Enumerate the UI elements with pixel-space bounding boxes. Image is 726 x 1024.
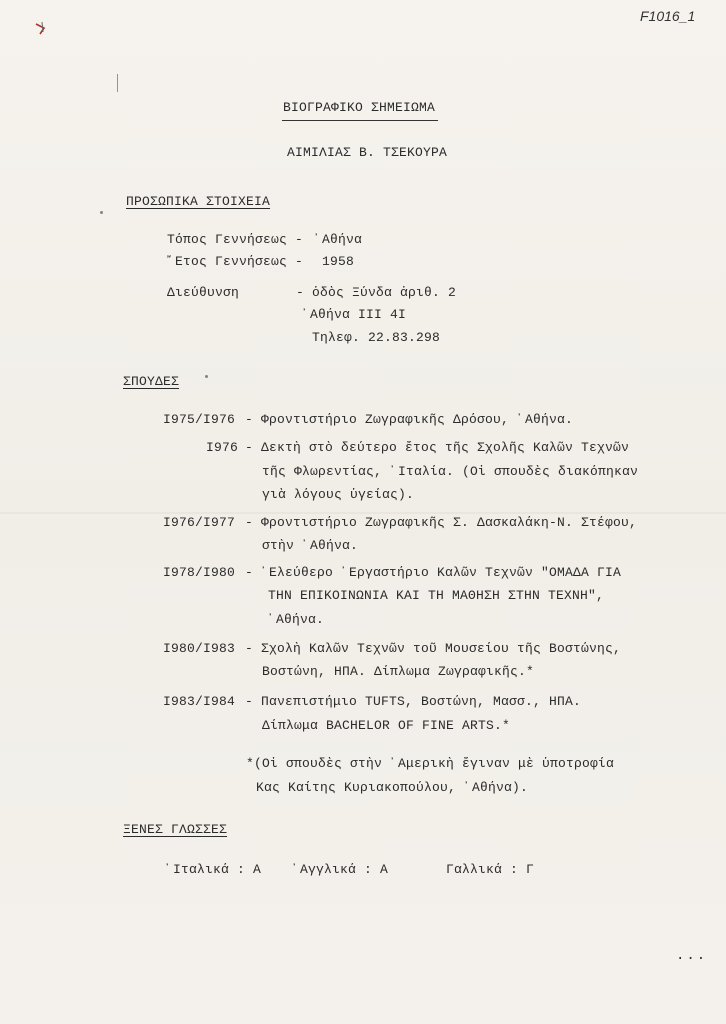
study-line: - ᾽Ελεύθερο ᾽Εργαστήριο Καλῶν Τεχνῶν "ΟΜΑΔΑ ΓΙΑ <box>245 565 622 580</box>
study-line: - Δεκτὴ στὸ δεύτερο ἔτος τῆς Σχολῆς Καλῶν Τεχνῶν <box>245 440 630 455</box>
birthplace-label: Τόπος Γεννήσεως - <box>167 232 304 247</box>
study-year: I978/I980 <box>163 565 236 580</box>
title-underline <box>282 120 438 121</box>
study-line: γιὰ λόγους ὑγείας). <box>262 487 415 502</box>
address-line: ᾽Αθήνα III 4I <box>302 307 407 322</box>
personal-heading: ΠΡΟΣΩΠΙΚΑ ΣΤΟΙΧΕΙΑ <box>126 194 271 209</box>
study-year: I983/I984 <box>163 694 236 709</box>
study-line: Δίπλωμα BACHELOR OF FINE ARTS.* <box>262 718 511 733</box>
study-year: I976/I977 <box>163 515 236 530</box>
address-line: - ὁδὸς Ξύνδα ἀριθ. 2 <box>296 285 457 300</box>
language-english: ᾽Αγγλικά : Α <box>292 862 389 877</box>
study-line: - Φροντιστήριο Ζωγραφικῆς Σ. Δασκαλάκη-Ν. Στέφου, <box>245 515 638 530</box>
study-line: ᾽Αθήνα. <box>268 612 325 627</box>
archive-number: F1016_1 <box>640 8 696 24</box>
person-name: ΑΙΜΙΛΙΑΣ Β. ΤΣΕΚΟΥΡΑ <box>287 145 448 160</box>
phone-line: Τηλεφ. 22.83.298 <box>312 330 441 345</box>
scholarship-footnote: Κας Καίτης Κυριακοπούλου, ᾽Αθήνα). <box>256 780 529 795</box>
study-line: - Φροντιστήριο Ζωγραφικῆς Δρόσου, ᾽Αθήνα. <box>245 412 574 427</box>
ink-speck <box>100 211 103 214</box>
language-french: Γαλλικά : Γ <box>446 862 535 877</box>
studies-heading: ΣΠΟΥΔΕΣ <box>123 374 180 389</box>
birthyear-value: 1958 <box>322 254 355 269</box>
page-mark: ... <box>676 948 708 964</box>
study-year: I980/I983 <box>163 641 236 656</box>
study-year: I975/I976 <box>163 412 236 427</box>
address-label: Διεύθυνση <box>167 285 240 300</box>
study-line: - Πανεπιστήμιο TUFTS, Βοστώνη, Μασσ., ΗΠΑ. <box>245 694 582 709</box>
study-line: ΤΗΝ ΕΠΙΚΟΙΝΩΝΙΑ ΚΑΙ ΤΗ ΜΑΘΗΣΗ ΣΤΗΝ ΤΕΧΝΗ", <box>268 588 605 603</box>
birthyear-label: ῎Ετος Γεννήσεως - <box>167 254 304 269</box>
study-line: στὴν ᾽Αθήνα. <box>262 538 359 553</box>
study-line: Βοστώνη, ΗΠΑ. Δίπλωμα Ζωγραφικῆς.* <box>262 664 535 679</box>
study-line: - Σχολὴ Καλῶν Τεχνῶν τοῦ Μουσείου τῆς Βοστώνης, <box>245 641 622 656</box>
paper-fold <box>0 512 726 514</box>
languages-heading: ΞΕΝΕΣ ΓΛΩΣΣΕΣ <box>123 822 228 837</box>
birthplace-value: ᾽Αθήνα <box>314 232 363 247</box>
ink-speck <box>117 74 118 92</box>
document-title: ΒΙΟΓΡΑΦΙΚΟ ΣΗΜΕΙΩΜΑ <box>283 100 436 115</box>
study-line: τῆς Φλωρεντίας, ᾽Ιταλία. (Οἱ σπουδὲς διακόπηκαν <box>262 464 639 479</box>
scholarship-footnote: *(Οἱ σπουδὲς στὴν ᾽Αμερικὴ ἔγιναν μὲ ὑποτροφία <box>246 756 615 771</box>
study-year: I976 <box>206 440 239 455</box>
ink-speck <box>205 375 208 378</box>
red-pencil-mark <box>34 20 50 36</box>
language-italian: ᾽Ιταλικά : Α <box>165 862 262 877</box>
